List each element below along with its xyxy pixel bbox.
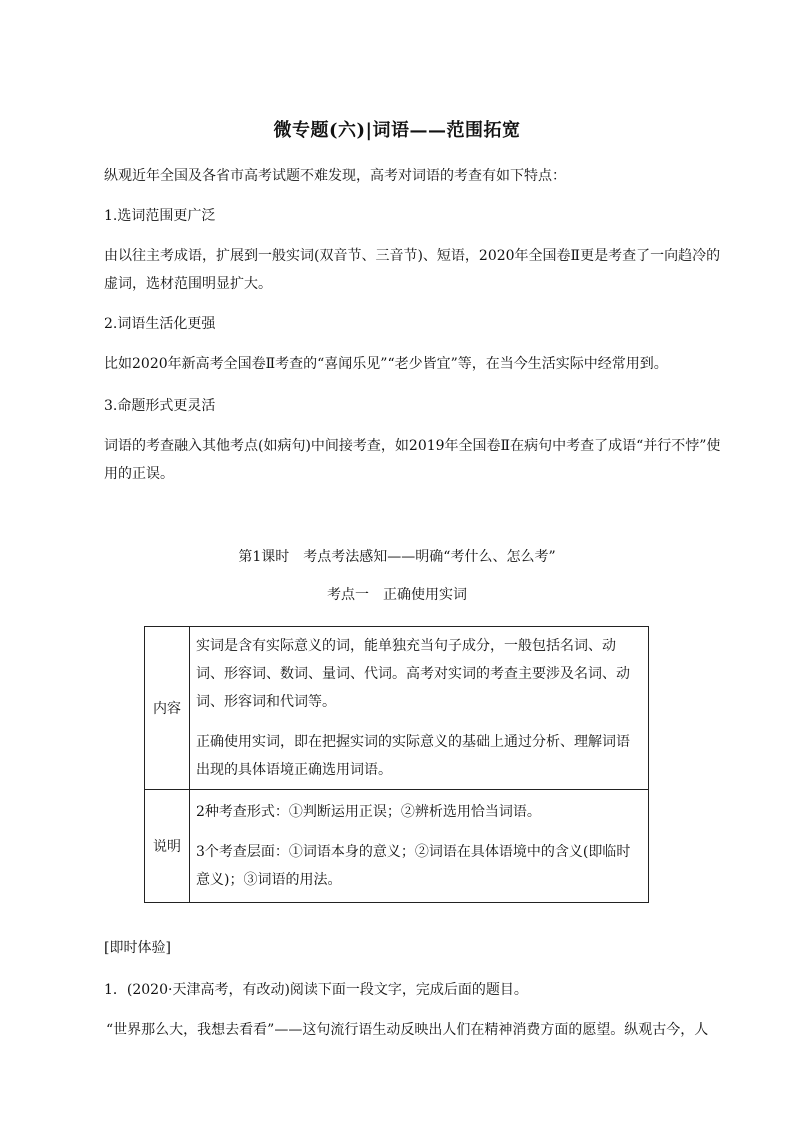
- content-paragraph-2: 正确使用实词，即在把握实词的实际意义的基础上通过分析、理解词语出现的具体语境正确选用词语。: [196, 734, 630, 778]
- explanation-paragraph-1: 2种考查形式：①判断运用正误；②辨析选用恰当词语。: [196, 804, 541, 820]
- intro-paragraph: 纵观近年全国及各省市高考试题不难发现，高考对词语的考查有如下特点：: [104, 168, 566, 184]
- page-title: 微专题(六)|词语——范围拓宽: [273, 120, 521, 141]
- table-row: [145, 627, 649, 790]
- practice-label: [即时体验]: [104, 940, 171, 956]
- info-table: [144, 626, 649, 903]
- row-label-explanation: 说明: [145, 790, 190, 903]
- feature-3-body: 词语的考查融入其他考点(如病句)中间接考查，如2019年全国卷Ⅱ在病句中考查了成语“并行不悖”使用的正误。: [104, 438, 721, 482]
- passage-start: “世界那么大，我想去看看”——这句流行语生动反映出人们在精神消费方面的愿望。纵观古今，人: [106, 1022, 709, 1038]
- row-content-cell: [190, 627, 649, 790]
- feature-1-heading: 1.选词范围更广泛: [104, 208, 216, 224]
- content-paragraph-1: 实词是含有实际意义的词，能单独充当句子成分，一般包括名词、动词、形容词、数词、量词、代词。高考对实词的考查主要涉及名词、动词、形容词和代词等。: [196, 638, 630, 710]
- point-title: 考点一 正确使用实词: [327, 587, 467, 603]
- explanation-paragraph-2: 3个考查层面：①词语本身的意义；②词语在具体语境中的含义(即临时意义)；③词语的用法。: [196, 844, 631, 888]
- feature-2-body: 比如2020年新高考全国卷Ⅱ考查的“喜闻乐见”“老少皆宜”等，在当今生活实际中经常用到。: [104, 356, 668, 372]
- feature-2-heading: 2.词语生活化更强: [104, 316, 216, 332]
- feature-3-heading: 3.命题形式更灵活: [104, 398, 216, 414]
- row-label-content: 内容: [145, 627, 190, 790]
- row-explanation-cell: [190, 790, 649, 903]
- question-1: 1．(2020·天津高考，有改动)阅读下面一段文字，完成后面的题目。: [104, 982, 528, 998]
- feature-1-body: 由以往主考成语，扩展到一般实词(双音节、三音节)、短语，2020年全国卷Ⅱ更是考查了一向趋冷的虚词，选材范围明显扩大。: [104, 248, 721, 292]
- lesson-title: 第1课时 考点考法感知——明确“考什么、怎么考”: [238, 549, 556, 565]
- table-row: [145, 790, 649, 903]
